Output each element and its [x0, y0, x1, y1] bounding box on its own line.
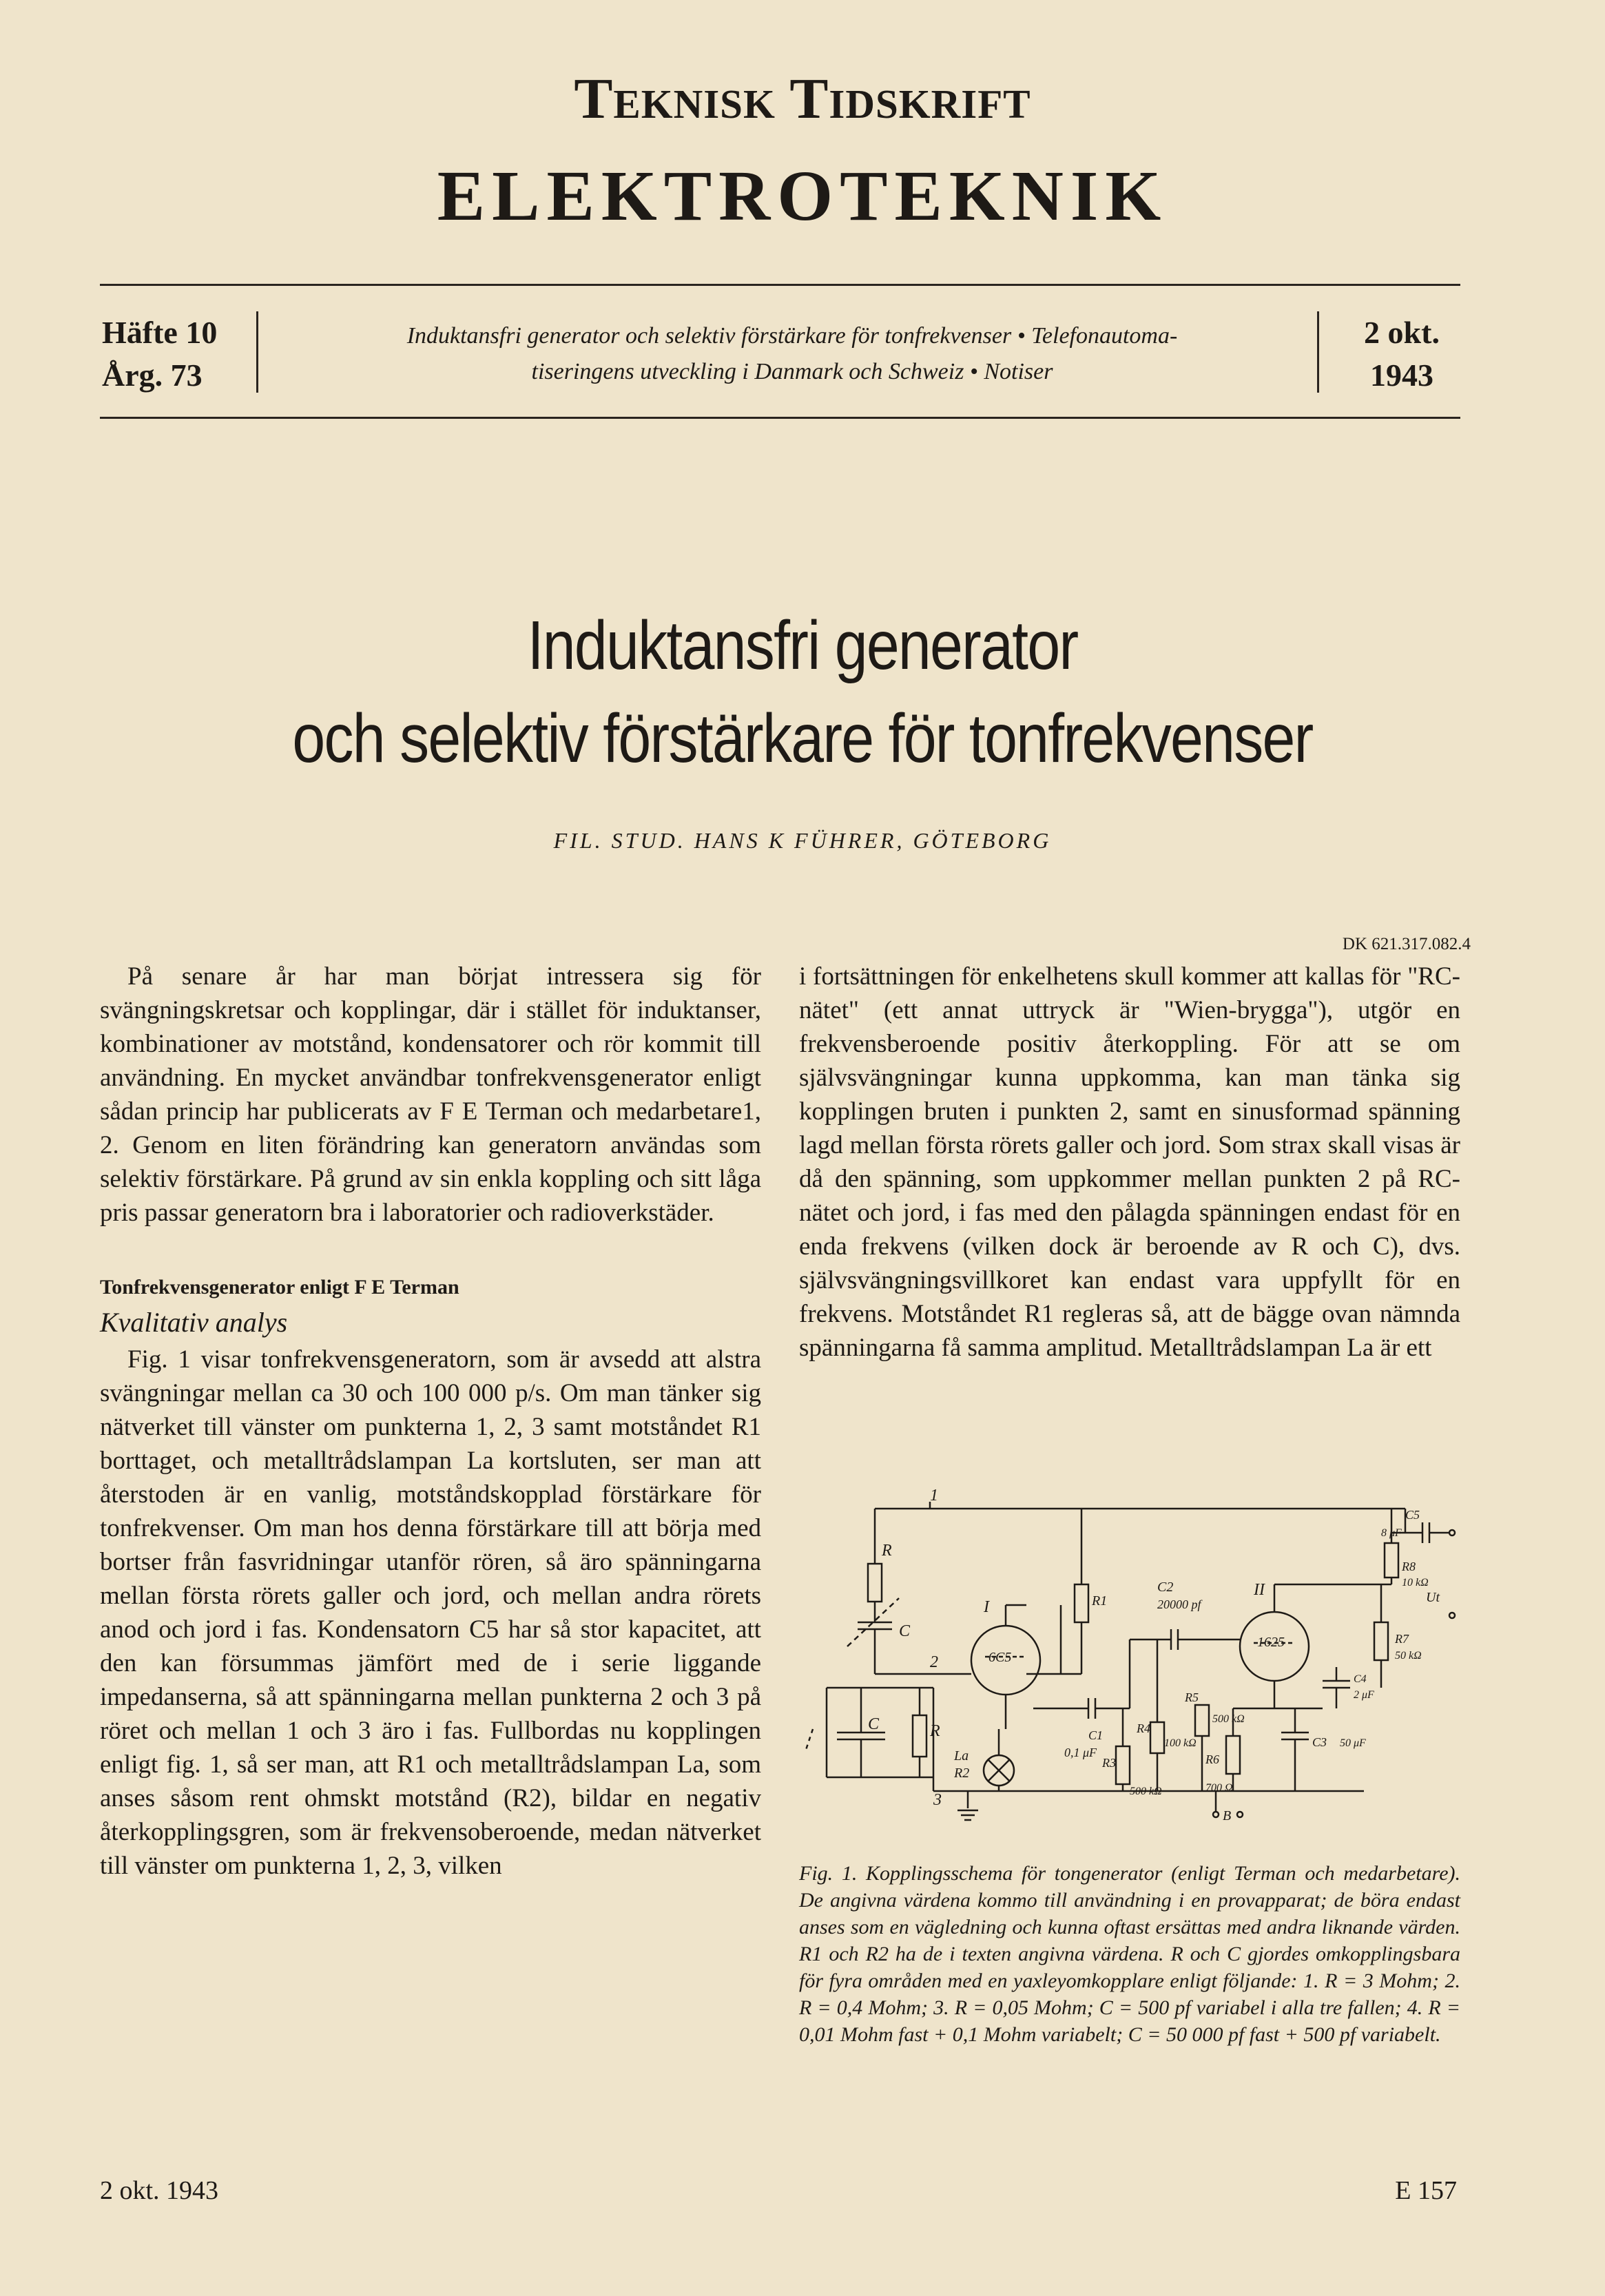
label-C2-value: 20000 pf: [1157, 1597, 1201, 1611]
body-paragraph-right: i fortsättningen för enkelhetens skull kommer att kallas för "RC-nätet" (ett annat uttryck är "Wien-brygga"), utgör en frekvensberoende positiv återkoppling. För att se om självsvängningar kunna uppkomma, kan man tänka sig kopplingen bruten i punkten 2, samt en sinusformad spänning lagd mellan första rörets galler och jord. Som strax skall visas är då den spänning, som uppkommer mellan punkten 2 på RC-nätet och jord, i fas med den pålagda spänningen endast för en enda frekvens (vilken dock är beroende av R och C), dvs. självsvängningsvillkoret kan endast vara uppfyllt för en frekvens. Motståndet R1 regleras så, att de bägge ovan nämnda spänningarna få samma amplitud. Metalltrådslampan La är ett: [799, 962, 1460, 1362]
circuit-schematic-figure: [799, 1487, 1460, 1846]
label-R3: R3: [1102, 1756, 1116, 1770]
label-R-top: R: [882, 1542, 892, 1560]
label-tube-II: II: [1254, 1581, 1265, 1599]
label-C-top: C: [899, 1622, 911, 1640]
label-R8: R8: [1402, 1560, 1416, 1573]
subsection-heading: Kvalitativ analys: [100, 1307, 288, 1338]
label-C-bottom: C: [868, 1715, 880, 1733]
resistor-R1: [1075, 1584, 1088, 1622]
label-R7: R7: [1395, 1632, 1409, 1646]
issue-number-block: [102, 311, 253, 397]
right-column: [799, 960, 1460, 1365]
header-divider-right: [1317, 311, 1319, 393]
journal-masthead: Teknisk Tidskrift: [574, 67, 1031, 131]
label-R-bottom: R: [930, 1722, 940, 1740]
label-R3-value: 500 kΩ: [1130, 1786, 1162, 1797]
resistor-R3: [1116, 1746, 1130, 1784]
header-divider-left: [256, 311, 258, 393]
label-La: La: [954, 1748, 969, 1764]
issue-contents-line1: Induktansfri generator och selektiv förstärkare för tonfrekvenser • Telefonautoma-: [406, 323, 1178, 349]
issue-date: 2 okt.: [1364, 315, 1440, 350]
label-C5-value: 8 μF: [1381, 1527, 1402, 1539]
label-R5: R5: [1185, 1690, 1199, 1704]
section-heading: Tonfrekvensgenerator enligt F E Terman: [100, 1276, 459, 1299]
page-number: E 157: [1395, 2176, 1457, 2205]
footer-date: 2 okt. 1943: [100, 2176, 219, 2205]
issue-number: Häfte 10: [102, 315, 218, 350]
volume-number: Årg. 73: [102, 358, 203, 393]
label-C1-value: 0,1 μF: [1064, 1746, 1097, 1759]
label-R5-value: 500 kΩ: [1212, 1713, 1245, 1725]
article-byline: FIL. STUD. HANS K FÜHRER, GÖTEBORG: [553, 828, 1052, 853]
label-C2: C2: [1157, 1580, 1174, 1595]
dk-classification: DK 621.317.082.4: [1342, 935, 1471, 953]
issue-contents: [282, 318, 1302, 390]
left-column: [100, 960, 761, 1883]
label-C5: C5: [1405, 1508, 1420, 1522]
label-Ut: Ut: [1426, 1590, 1440, 1605]
issue-year: 1943: [1370, 358, 1433, 393]
label-R1: R1: [1092, 1593, 1108, 1609]
section-masthead: ELEKTROTEKNIK: [437, 156, 1168, 236]
article-title: [112, 599, 1493, 785]
label-B: B: [1223, 1808, 1232, 1823]
label-R7-value: 50 kΩ: [1395, 1650, 1422, 1662]
intro-paragraph: På senare år har man börjat intressera sig för svängningskretsar och kopplingar, där i stället för induktanser, kombinationer av motstånd, kondensatorer och rör kommit till användning. En mycket användbar tonfrekvensgenerator enligt sådan princip har publicerats av F E Terman och medarbetare1, 2. Genom en liten förändring kan generatorn användas som selektiv förstärkare. På grund av sin enkla koppling och sitt låga pris passar generatorn bra i laboratorier och radioverkstäder.: [100, 962, 761, 1227]
body-paragraph-left: Fig. 1 visar tonfrekvensgeneratorn, som är avsedd att alstra svängningar mellan ca 30 och 100 000 p/s. Om man tänker sig nätverket till vänster om punkterna 1, 2, 3 samt motståndet R1 borttaget, och metalltrådslampan La kortsluten, ser man att återstoden är en vanlig, motståndskopplad förstärkare för tonfrekvenser. Om man hos denna förstärkare till att börja med bortser från fasvridningar utanför rören, så äro spänningarna mellan första rörets galler och jord, och mellan andra rörets anod och jord i fas. Kondensatorn C5 har så stor kapacitet, att den kan försummas jämfört med de i serie liggande impedanserna, så att spänningarna mellan punkterna 2 och 3 på röret och mellan 1 och 3 äro i fas. Fullbordas nu kopplingen enligt fig. 1, så ser man, att R1 och metalltrådslampan La, som anses såsom rent ohmskt motstånd (R2), bildar en negativ återkopplingsgren, som är frekvensoberoende, medan nätverket till vänster om punkterna 1, 2, 3, vilken: [100, 1345, 761, 1880]
resistor-R6: [1226, 1736, 1240, 1774]
circuit-schematic: [799, 1487, 1460, 1846]
header-rule-bottom: [100, 417, 1460, 419]
article-title-line2: och selektiv förstärkare för tonfrekvenser: [292, 700, 1313, 777]
resistor-R-series: [868, 1564, 882, 1602]
label-point-1: 1: [930, 1487, 938, 1504]
label-C4: C4: [1354, 1673, 1367, 1685]
label-R2: R2: [954, 1766, 970, 1781]
label-point-3: 3: [933, 1791, 942, 1809]
label-point-2: 2: [930, 1653, 938, 1671]
resistor-R8: [1385, 1543, 1398, 1578]
label-R6: R6: [1205, 1752, 1219, 1766]
resistor-R7: [1374, 1622, 1388, 1660]
label-C3: C3: [1312, 1735, 1327, 1749]
label-R4-value: 100 kΩ: [1164, 1737, 1197, 1749]
label-tube-I-type: 6C5: [988, 1650, 1012, 1665]
label-C4-value: 2 μF: [1354, 1689, 1374, 1701]
label-tube-II-type: 1625: [1257, 1635, 1285, 1650]
issue-contents-line2: tiseringens utveckling i Danmark och Schweiz • Notiser: [531, 359, 1053, 384]
header-rule-top: [100, 284, 1460, 286]
figure-caption: Fig. 1. Kopplingsschema för tongenerator (enligt Terman och medarbetare). De angivna värdena kommo till användning i en provapparat; de böra endast anses som en vägledning och kunna oftast ersättas med andra liknande värden. R1 och R2 ha de i texten angivna värdena. R och C gjordes omkopplingsbara för fyra områden med en yaxleyomkopplare enligt följande: 1. R = 3 Mohm; 2. R = 0,4 Mohm; 3. R = 0,05 Mohm; C = 500 pf variabel i alla tre fallen; 4. R = 0,01 Mohm fast + 0,1 Mohm variabelt; C = 50 000 pf fast + 500 pf variabelt.: [799, 1862, 1460, 2046]
label-tube-I: I: [984, 1598, 989, 1616]
label-C1: C1: [1088, 1728, 1104, 1742]
label-R6-value: 700 Ω: [1205, 1782, 1233, 1794]
resistor-R-parallel: [913, 1715, 926, 1757]
label-R4: R4: [1137, 1721, 1150, 1735]
resistor-R5: [1195, 1705, 1209, 1736]
resistor-R4: [1150, 1722, 1164, 1753]
label-C3-value: 50 μF: [1340, 1737, 1366, 1749]
issue-date-block: [1329, 311, 1474, 397]
article-title-line1: Induktansfri generator: [527, 607, 1078, 684]
label-R8-value: 10 kΩ: [1402, 1577, 1429, 1589]
